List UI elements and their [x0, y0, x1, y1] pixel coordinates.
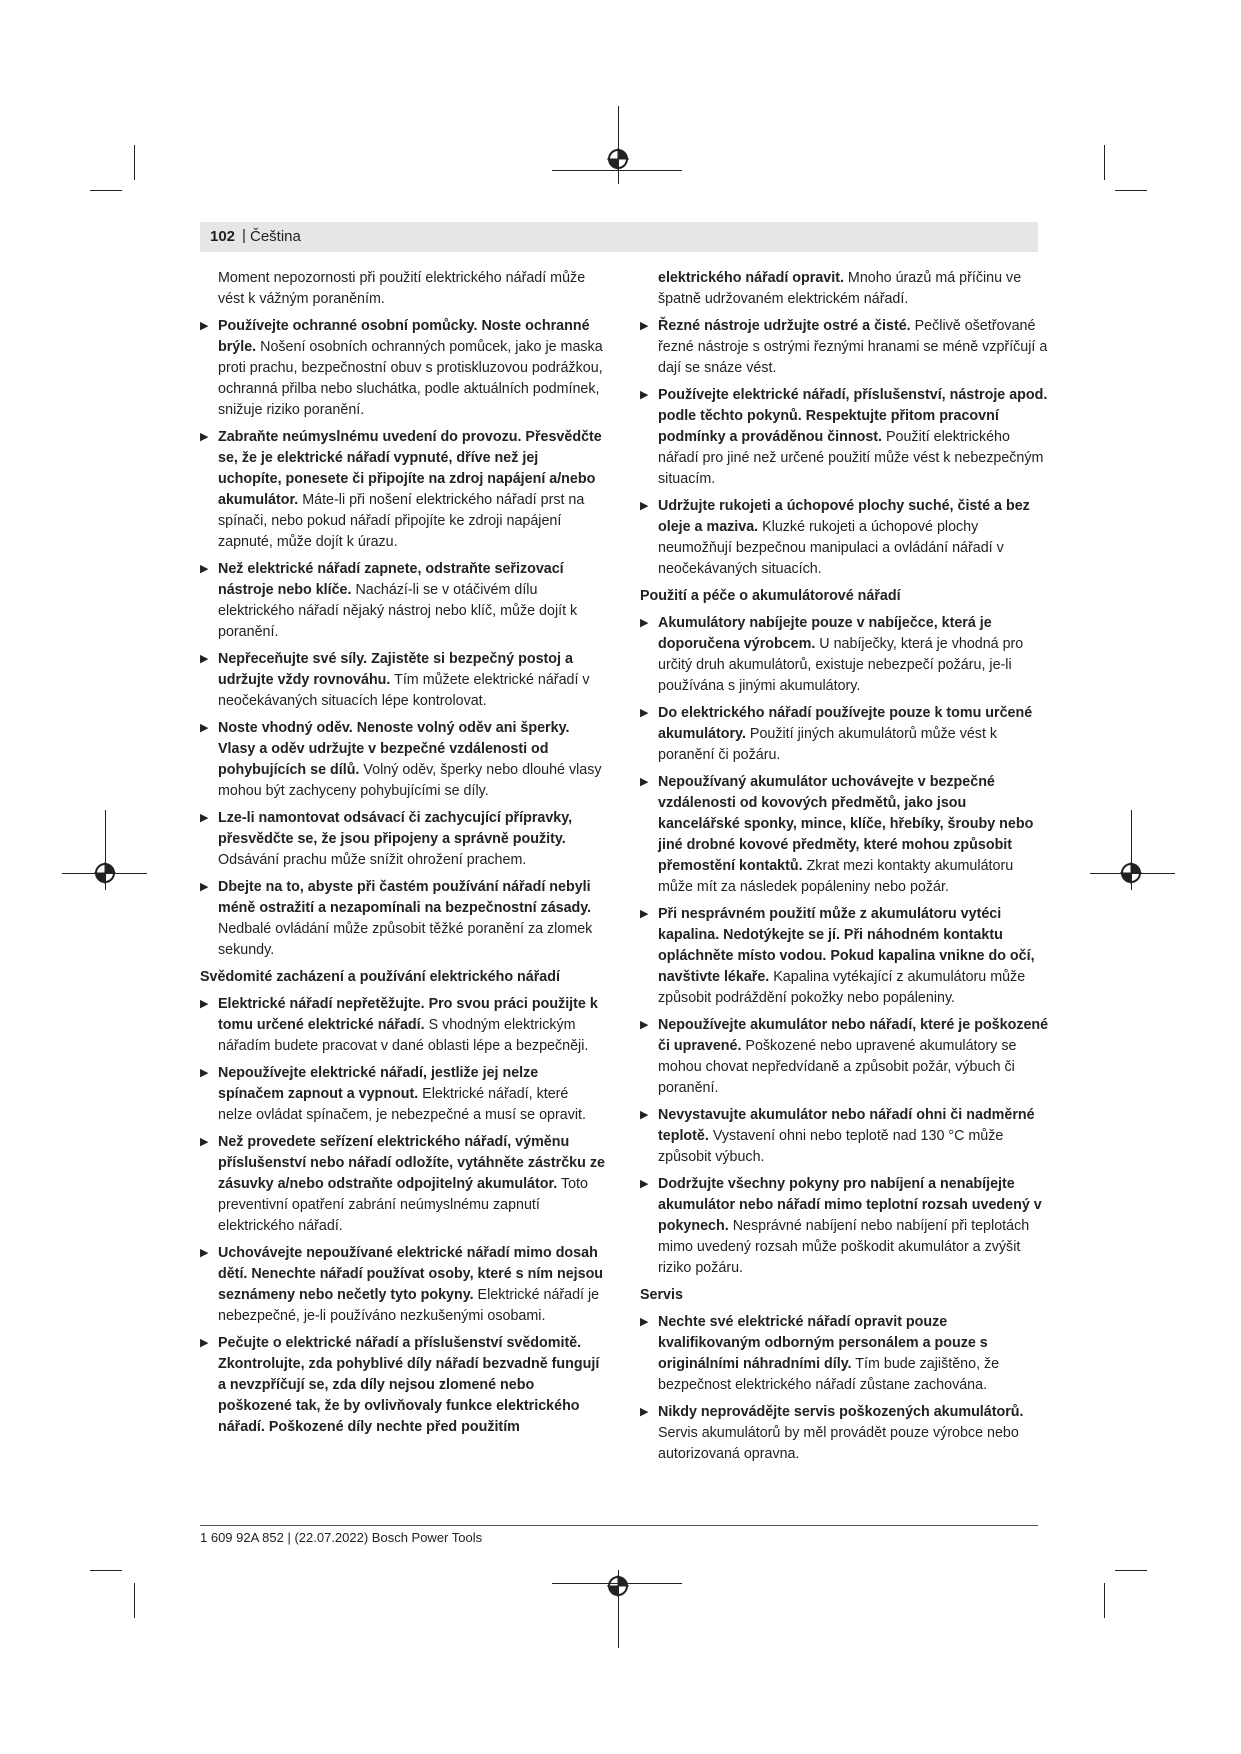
bullet-icon: ▶ — [200, 722, 209, 734]
list-item — [200, 1063, 605, 1126]
bullet-icon: ▶ — [640, 1109, 649, 1121]
continuation-paragraph — [640, 268, 1050, 310]
item-text: Volný oděv, šperky nebo dlouhé vlasy mohou být zachyceny pohybujícími se díly. — [218, 762, 602, 799]
list-item — [640, 772, 1050, 898]
item-text: Nošení osobních ochranných pomůcek, jako je maska proti prachu, bezpečnostní obuv s protiskluzovou podrážkou, ochranná přilba nebo sluchátka, podle aktuálních podmínek, snižuje riziko poranění. — [218, 339, 603, 418]
item-bold: Dodržujte všechny pokyny pro nabíjení a nenabíjejte akumulátor nebo nářadí mimo teplotní rozsah uvedený v pokynech. — [658, 1176, 1042, 1234]
bullet-icon: ▶ — [640, 1316, 649, 1328]
list-item — [200, 316, 605, 421]
bullet-icon: ▶ — [640, 1406, 649, 1418]
item-bold: Noste vhodný oděv. Nenoste volný oděv ani šperky. Vlasy a oděv udržujte v bezpečné vzdálenosti od pohybujících se dílů. — [218, 720, 570, 778]
registration-line — [552, 170, 682, 171]
list-item — [640, 1105, 1050, 1168]
registration-target-icon — [1120, 862, 1142, 884]
header-separator: | — [242, 227, 246, 244]
item-text: Nesprávné nabíjení nebo nabíjení při teplotách mimo uvedený rozsah může poškodit akumulátor a zvýšit riziko požáru. — [658, 1218, 1030, 1276]
item-bold: Elektrické nářadí nepřetěžujte. Pro svou práci použijte k tomu určené elektrické nářadí. — [218, 996, 598, 1033]
crop-mark — [134, 145, 135, 180]
item-bold: Nepoužívaný akumulátor uchovávejte v bezpečné vzdálenosti od kovových předmětů, jako jsou kancelářské sponky, mince, klíče, hřebíky, šrouby nebo jiné drobné kovové předměty, které mohou způsobit přemostění kontaktů. — [658, 774, 1034, 874]
item-bold: Nikdy neprovádějte servis poškozených akumulátorů. — [658, 1404, 1024, 1420]
item-text: Nedbalé ovládání může způsobit těžké poranění za zlomek sekundy. — [218, 921, 593, 958]
bullet-icon: ▶ — [200, 1136, 209, 1148]
crop-mark — [90, 1570, 122, 1571]
item-bold: Řezné nástroje udržujte ostré a čisté. — [658, 318, 911, 334]
bullet-icon: ▶ — [200, 320, 209, 332]
list-item — [640, 316, 1050, 379]
list-item — [200, 877, 605, 961]
bullet-icon: ▶ — [640, 707, 649, 719]
footer-divider — [200, 1525, 1038, 1526]
item-bold: Do elektrického nářadí používejte pouze k tomu určené akumulátory. — [658, 705, 1033, 742]
bullet-icon: ▶ — [640, 776, 649, 788]
list-item — [200, 559, 605, 643]
page-footer: 1 609 92A 852 | (22.07.2022) Bosch Power Tools — [200, 1530, 483, 1545]
section-heading: Svědomité zacházení a používání elektrického nářadí — [200, 969, 560, 985]
item-text: Použití elektrického nářadí pro jiné než určené použití může vést k nebezpečným situacím. — [658, 429, 1044, 487]
bullet-icon: ▶ — [200, 1067, 209, 1079]
bullet-icon: ▶ — [640, 617, 649, 629]
bullet-icon: ▶ — [640, 389, 649, 401]
item-bold: Než provedete seřízení elektrického nářadí, výměnu příslušenství nebo nářadí odložíte, vytáhněte zástrčku ze zásuvky a/nebo odstraňte odpojitelný akumulátor. — [218, 1134, 605, 1192]
list-item — [200, 1132, 605, 1237]
item-text: Tím můžete elektrické nářadí v neočekávaných situacích lépe kontrolovat. — [218, 672, 590, 709]
section-heading: Použití a péče o akumulátorové nářadí — [640, 588, 901, 604]
bullet-icon: ▶ — [200, 1247, 209, 1259]
crop-mark — [1104, 145, 1105, 180]
item-text: Servis akumulátorů by měl provádět pouze výrobce nebo autorizovaná opravna. — [658, 1425, 1019, 1462]
bullet-icon: ▶ — [200, 431, 209, 443]
item-text: Použití jiných akumulátorů může vést k poranění či požáru. — [658, 726, 998, 763]
item-text: Máte-li při nošení elektrického nářadí prst na spínači, nebo pokud nářadí připojíte ke zdroji napájení zapnuté, může dojít k úrazu. — [218, 492, 585, 550]
item-text: U nabíječky, která je vhodná pro určitý druh akumulátorů, existuje nebezpečí požáru, je-li používána s jinými akumulátory. — [658, 636, 1024, 694]
bullet-icon: ▶ — [200, 1337, 209, 1349]
right-column — [640, 268, 1050, 1471]
list-item — [640, 496, 1050, 580]
list-item — [640, 613, 1050, 697]
item-bold: Nepoužívejte elektrické nářadí, jestliže jej nelze spínačem zapnout a vypnout. — [218, 1065, 539, 1102]
crop-mark — [134, 1583, 135, 1618]
item-text: S vhodným elektrickým nářadím budete pracovat v dané oblasti lépe a bezpečněji. — [218, 1017, 589, 1054]
intro-paragraph: Moment nepozornosti při použití elektrického nářadí může vést k vážným poraněním. — [218, 270, 586, 307]
bullet-icon: ▶ — [200, 881, 209, 893]
crop-mark — [90, 190, 122, 191]
item-bold: Používejte ochranné osobní pomůcky. Noste ochranné brýle. — [218, 318, 590, 355]
item-bold: Uchovávejte nepoužívané elektrické nářadí mimo dosah dětí. Nenechte nářadí používat osoby, které s ním nejsou seznámeny nebo nečetly tyto pokyny. — [218, 1245, 604, 1303]
item-text: Elektrické nářadí je nebezpečné, je-li používáno nezkušenými osobami. — [218, 1287, 600, 1324]
registration-target-icon — [607, 148, 629, 170]
list-item — [640, 703, 1050, 766]
continuation-bold: elektrického nářadí opravit. — [658, 270, 844, 286]
list-item — [200, 1243, 605, 1327]
bullet-icon: ▶ — [200, 563, 209, 575]
bullet-icon: ▶ — [200, 998, 209, 1010]
item-text: Poškozené nebo upravené akumulátory se mohou chovat nepředvídaně a způsobit požár, výbuch či poranění. — [658, 1038, 1017, 1096]
bullet-icon: ▶ — [640, 1019, 649, 1031]
list-item — [200, 718, 605, 802]
item-bold: Zabraňte neúmyslnému uvedení do provozu. Přesvědčte se, že je elektrické nářadí vypnuté, dříve než jej uchopíte, ponesete či připojíte na zdroj napájení a/nebo akumulátor. — [218, 429, 602, 508]
list-item — [200, 649, 605, 712]
left-column — [200, 268, 605, 1444]
page-number: 102 — [210, 228, 236, 245]
item-bold: Nevystavujte akumulátor nebo nářadí ohni či nadměrné teplotě. — [658, 1107, 1035, 1144]
item-bold: Lze-li namontovat odsávací či zachycující přípravky, přesvědčte se, že jsou připojeny a správně použity. — [218, 810, 573, 847]
registration-target-icon — [94, 862, 116, 884]
item-text: Vystavení ohni nebo teplotě nad 130 °C může způsobit výbuch. — [658, 1128, 1004, 1165]
crop-mark — [1115, 190, 1147, 191]
crop-mark — [1115, 1570, 1147, 1571]
bullet-icon: ▶ — [200, 812, 209, 824]
bullet-icon: ▶ — [640, 908, 649, 920]
header-language: Čeština — [250, 228, 301, 245]
bullet-icon: ▶ — [640, 320, 649, 332]
item-text: Kluzké rukojeti a úchopové plochy neumožňují bezpečnou manipulaci a ovládání nářadí v neočekávaných situacích. — [658, 519, 1004, 577]
continuation-text: Mnoho úrazů má příčinu ve špatně udržovaném elektrickém nářadí. — [658, 270, 1022, 307]
list-item — [640, 1402, 1050, 1465]
registration-target-icon — [607, 1575, 629, 1597]
item-text: Tím bude zajištěno, že bezpečnost elektrického nářadí zůstane zachována. — [658, 1356, 1000, 1393]
item-text: Pečlivě ošetřované řezné nástroje s ostrými řeznými hranami se méně vzpříčují a dají se snáze vést. — [658, 318, 1048, 376]
list-item — [640, 385, 1050, 490]
list-item — [200, 994, 605, 1057]
item-text: Toto preventivní opatření zabrání neúmyslnému zapnutí elektrického nářadí. — [218, 1176, 588, 1234]
item-bold: Než elektrické nářadí zapnete, odstraňte seřizovací nástroje nebo klíče. — [218, 561, 564, 598]
list-item — [200, 1333, 605, 1438]
item-bold: Při nesprávném použití může z akumulátoru vytéci kapalina. Nedotýkejte se jí. Při náhodném kontaktu opláchněte místo vodou. Pokud kapalina vnikne do očí, navštivte lékaře. — [658, 906, 1035, 985]
list-item — [640, 1312, 1050, 1396]
list-item — [640, 1015, 1050, 1099]
item-text: Nachází-li se v otáčivém dílu elektrického nářadí nějaký nástroj nebo klíč, může dojít k poranění. — [218, 582, 578, 640]
section-heading: Servis — [640, 1287, 683, 1303]
item-bold: Používejte elektrické nářadí, příslušenství, nástroje apod. podle těchto pokynů. Respektujte přitom pracovní podmínky a prováděnou činnost. — [658, 387, 1048, 445]
crop-mark — [1104, 1583, 1105, 1618]
item-bold: Nepřeceňujte své síly. Zajistěte si bezpečný postoj a udržujte vždy rovnováhu. — [218, 651, 573, 688]
item-bold: Dbejte na to, abyste při častém používání nářadí nebyli méně ostražití a nezapomínali na bezpečnostní zásady. — [218, 879, 592, 916]
item-bold: Udržujte rukojeti a úchopové plochy suché, čisté a bez oleje a maziva. — [658, 498, 1030, 535]
item-bold: Nechte své elektrické nářadí opravit pouze kvalifikovaným odborným personálem a pouze s originálními náhradními díly. — [658, 1314, 988, 1372]
list-item — [640, 1174, 1050, 1279]
item-bold: Akumulátory nabíjejte pouze v nabíječce, která je doporučena výrobcem. — [658, 615, 992, 652]
registration-line — [618, 106, 619, 184]
item-text: Zkrat mezi kontakty akumulátoru může mít za následek popáleniny nebo požár. — [658, 858, 1014, 895]
bullet-icon: ▶ — [200, 653, 209, 665]
list-item — [640, 904, 1050, 1009]
item-text: Elektrické nářadí, které nelze ovládat spínačem, je nebezpečné a musí se opravit. — [218, 1086, 586, 1123]
item-text: Kapalina vytékající z akumulátoru může způsobit podráždění pokožky nebo popáleniny. — [658, 969, 1026, 1006]
list-item — [200, 808, 605, 871]
bullet-icon: ▶ — [640, 1178, 649, 1190]
item-text: Odsávání prachu může snížit ohrožení prachem. — [218, 852, 527, 868]
page-header — [200, 222, 1038, 252]
bullet-icon: ▶ — [640, 500, 649, 512]
item-bold: Nepoužívejte akumulátor nebo nářadí, které je poškozené či upravené. — [658, 1017, 1049, 1054]
item-bold: Pečujte o elektrické nářadí a příslušenství svědomitě. Zkontrolujte, zda pohyblivé díly nářadí bezvadně fungují a nevzpříčují se, zda díly nejsou zlomené nebo poškozené tak, že by ovlivňovaly funkce elektrického nářadí. Poškozené díly nechte před použitím — [218, 1335, 600, 1435]
list-item — [200, 427, 605, 553]
